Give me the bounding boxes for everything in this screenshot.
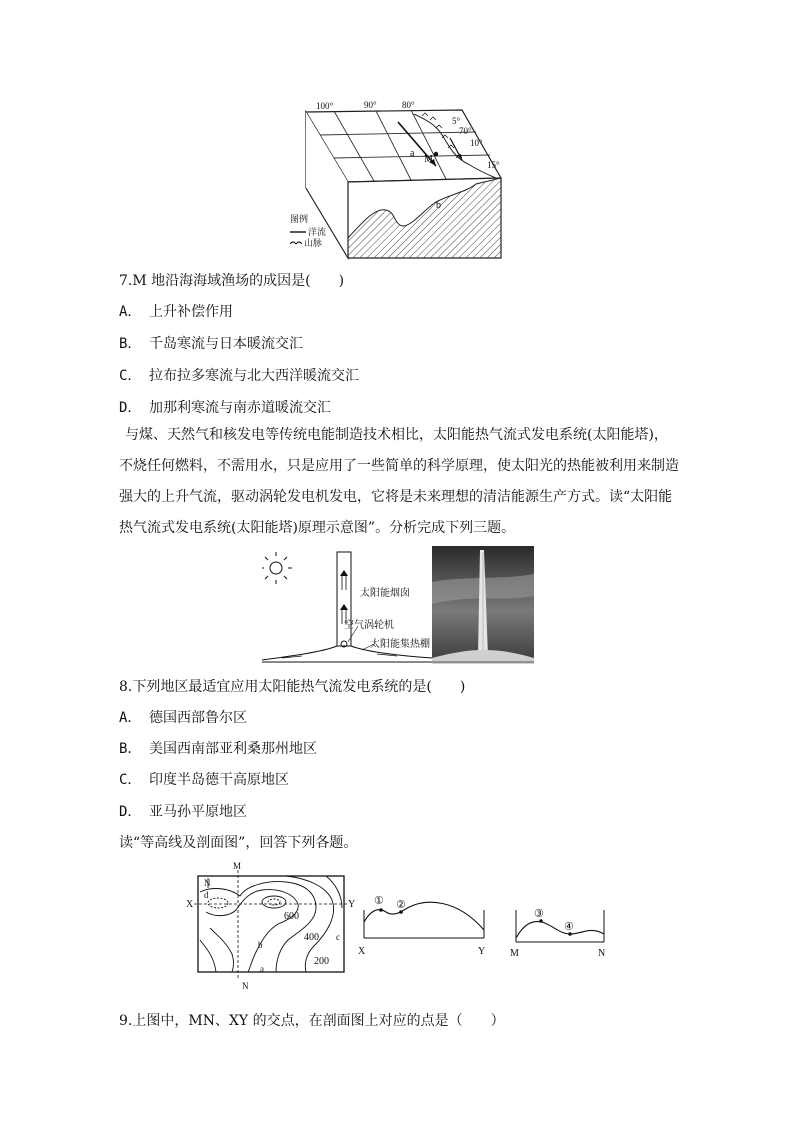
q7-option-d[interactable]: D． 加那利寒流与南赤道暖流交汇 [119,400,331,416]
profile-point-3: ③ [534,908,544,920]
lat-15: 15° [487,160,500,170]
legend-title: 图例 [290,214,309,224]
question-9-stem: 9.上图中，MN、XY 的交点，在剖面图上对应的点是（ ） [119,1013,505,1029]
q7-option-b[interactable]: B． 千岛寒流与日本暖流交汇 [119,336,303,352]
profile-point-4: ④ [564,921,574,933]
map-600: 600 [284,911,299,922]
map-c: c [336,932,340,942]
contour-intro: 读“等高线及剖面图”，回答下列各题。 [119,835,358,851]
q7-option-c[interactable]: C． 拉布拉多寒流与北大西洋暖流交汇 [119,368,359,384]
passage-line-2: 不烧任何燃料，不需用水，只是应用了一些简单的科学原理，使太阳光的热能被利用来制造 [119,458,679,474]
solar-tower-passage [119,420,679,544]
lon-90: 90° [364,100,377,110]
ocean-current-block-diagram [286,98,516,263]
q7-option-a[interactable]: A． 上升补偿作用 [119,304,233,320]
map-X: X [186,899,194,910]
q8-option-c[interactable]: C． 印度半岛德干高原地区 [119,772,289,788]
legend-mountain: 山脉 [304,238,323,248]
map-N-top: N [204,878,211,888]
map-a: a [260,964,264,974]
profile-N: N [598,948,606,959]
q8-option-d[interactable]: D． 亚马孙平原地区 [119,804,247,820]
map-400: 400 [304,932,319,943]
q8-option-a[interactable]: A． 德国西部鲁尔区 [119,710,247,726]
passage-line-4: 热气流式发电系统(太阳能塔)原理示意图”。分析完成下列三题。 [119,520,516,536]
label-M: M [424,154,433,165]
passage-line-3: 强大的上升气流，驱动涡轮发电机发电，它将是未来理想的清洁能源生产方式。读“太阳能 [119,489,673,505]
map-N-bottom: N [242,981,249,991]
label-turbine: 空气涡轮机 [344,620,394,631]
map-d: d [204,890,209,900]
label-a: a [410,148,415,159]
q8-option-b[interactable]: B． 美国西南部亚利桑那州地区 [119,741,317,757]
passage-line-1: 与煤、天然气和核发电等传统电能制造技术相比，太阳能热气流式发电系统(太阳能塔)， [125,427,668,443]
label-collector: 太阳能集热棚 [370,639,430,650]
map-200: 200 [314,956,329,967]
map-b: b [258,940,263,950]
question-8-stem: 8.下列地区最适宜应用太阳能热气流发电系统的是( ) [119,679,466,695]
profile-Y: Y [478,946,486,957]
profile-X: X [358,946,366,957]
profile-M: M [510,948,519,959]
label-b: b [436,200,441,211]
question-7-stem: 7.M 地沿海海域渔场的成因是( ) [119,273,345,289]
contour-and-profile-diagram [186,860,616,992]
lat-5: 5° [452,116,461,126]
map-Y: Y [348,899,356,910]
label-chimney: 太阳能烟囱 [360,588,410,599]
lat-10: 10° [470,138,483,148]
lon-100: 100° [316,101,334,111]
solar-tower-diagram [262,546,534,666]
lon-80: 80° [402,100,415,110]
lat-70: 70° [459,126,472,136]
profile-point-1: ① [374,895,384,907]
legend-current: 洋流 [308,227,327,237]
map-M: M [233,861,242,871]
profile-point-2: ② [396,899,406,911]
